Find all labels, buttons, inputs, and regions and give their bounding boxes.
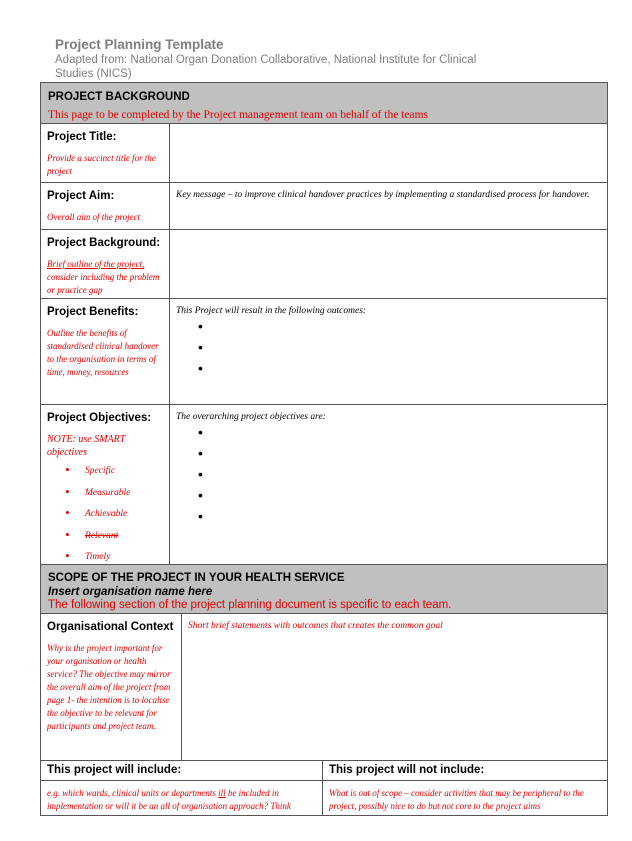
include-hint-b: be included in implementation or will it be an all of organisation approach? Think xyxy=(47,788,291,811)
bullet-item xyxy=(201,470,601,491)
bullet-item xyxy=(201,343,601,364)
smart-item: • Measurable xyxy=(85,487,165,509)
project-benefits-row xyxy=(40,299,608,405)
field-value: Short brief statements with outcomes that creates the common goal xyxy=(188,621,443,631)
scope-include-exclude-body xyxy=(40,781,608,816)
row-label: Project Objectives: xyxy=(47,412,152,424)
exclude-hint: What is out of scope – consider activities that may be peripheral to the project, possibly nice to do but not core to the project aims xyxy=(329,788,584,811)
hint-rest: consider including the problem or practice gap xyxy=(47,272,160,295)
project-aim-field[interactable] xyxy=(170,183,607,229)
smart-item: • Achievable xyxy=(85,508,165,530)
bullet-item xyxy=(201,364,601,385)
bullet-item xyxy=(201,512,601,533)
project-background-row xyxy=(40,230,608,299)
section-note: This page to be completed by the Project management team on behalf of the teams xyxy=(48,109,429,121)
field-value: This Project will result in the following outcomes: xyxy=(176,306,367,316)
exclude-field[interactable] xyxy=(323,781,607,815)
bullet-item xyxy=(201,428,601,449)
section-title: PROJECT BACKGROUND xyxy=(48,91,190,103)
project-aim-row xyxy=(40,183,608,230)
exclude-label: This project will not include: xyxy=(329,764,485,776)
smart-list xyxy=(47,465,165,573)
bullet-item xyxy=(201,449,601,470)
section-title: SCOPE OF THE PROJECT IN YOUR HEALTH SERVICE xyxy=(48,572,345,584)
project-title-field[interactable] xyxy=(170,124,607,182)
label-cell xyxy=(41,614,182,760)
row-hint: Outline the benefits of standardised clinical handover to the organisation in terms of time, money, resources xyxy=(47,328,159,377)
project-objectives-row xyxy=(40,405,608,565)
row-hint: Overall aim of the project xyxy=(47,212,141,222)
include-header-cell xyxy=(41,761,323,780)
smart-item: • Timely xyxy=(85,551,165,573)
include-hint-a: e.g. which wards, clinical units or departments xyxy=(47,788,219,798)
row-hint: NOTE: use SMART objectives xyxy=(47,434,126,458)
row-hint: Why is the project important for your organisation or health service? The objective may mirror the overall aim of the project from page 1- the intention is to localise the objective to be relevant for participants and project team. xyxy=(47,643,171,731)
document-subtitle: Adapted from: National Organ Donation Collaborative, National Institute for Clinical xyxy=(55,54,477,66)
project-title-row xyxy=(40,124,608,183)
include-hint-ill: ill xyxy=(218,788,226,798)
include-hint xyxy=(47,787,316,813)
field-value: Key message – to improve clinical handover practices by implementing a standardised process for handover. xyxy=(176,190,590,200)
label-cell xyxy=(41,183,170,229)
section-note: The following section of the project planning document is specific to each team. xyxy=(48,599,452,611)
benefits-bullet-list xyxy=(176,322,601,385)
organisational-context-row xyxy=(40,614,608,761)
label-cell xyxy=(41,405,170,564)
label-cell xyxy=(41,124,170,182)
bullet-item xyxy=(201,491,601,512)
row-hint xyxy=(47,258,165,297)
row-hint: Provide a succinct title for the project xyxy=(47,153,156,176)
exclude-header-cell xyxy=(323,761,607,780)
document-title: Project Planning Template xyxy=(55,37,224,52)
document-subtitle-line2: Studies (NICS) xyxy=(55,68,132,80)
organisation-name-placeholder: Insert organisation name here xyxy=(48,586,213,598)
include-label: This project will include: xyxy=(47,764,182,776)
row-label: Project Background: xyxy=(47,237,161,249)
project-background-header xyxy=(40,82,608,124)
smart-item: • Relevant xyxy=(85,530,165,552)
row-label: Project Aim: xyxy=(47,190,115,202)
document-header xyxy=(55,36,575,81)
project-benefits-field[interactable] xyxy=(170,299,607,404)
scope-include-exclude-header xyxy=(40,761,608,781)
label-cell xyxy=(41,299,170,404)
row-label: Project Title: xyxy=(47,131,117,143)
project-template-table xyxy=(40,82,608,816)
objectives-bullet-list xyxy=(176,428,601,533)
row-label: Organisational Context xyxy=(47,621,174,633)
include-field[interactable] xyxy=(41,781,323,815)
bullet-item xyxy=(201,322,601,343)
smart-item: • Specific xyxy=(85,465,165,487)
field-value: The overarching project objectives are: xyxy=(176,412,326,422)
label-cell xyxy=(41,230,170,298)
project-background-field[interactable] xyxy=(170,230,607,298)
organisational-context-field[interactable] xyxy=(182,614,607,760)
row-label: Project Benefits: xyxy=(47,306,139,318)
hint-underlined: Brief outline of the project, xyxy=(47,259,145,269)
project-objectives-field[interactable] xyxy=(170,405,607,564)
